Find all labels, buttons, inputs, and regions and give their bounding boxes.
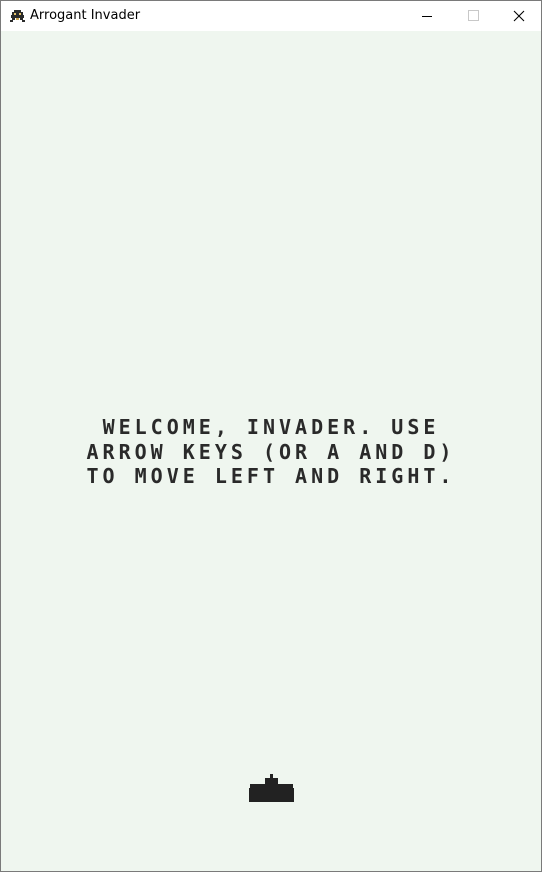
maximize-button[interactable] bbox=[450, 1, 496, 31]
welcome-message bbox=[1, 415, 541, 489]
game-canvas[interactable] bbox=[1, 31, 541, 871]
invader-icon bbox=[10, 9, 25, 24]
player-ship-icon bbox=[248, 774, 295, 803]
close-icon bbox=[496, 1, 542, 31]
close-button[interactable] bbox=[496, 1, 542, 31]
message-line-2: ARROW KEYS (OR A AND D) bbox=[86, 439, 456, 464]
message-line-3: TO MOVE LEFT AND RIGHT. bbox=[86, 464, 456, 488]
message-line-1: WELCOME, INVADER. USE bbox=[102, 415, 440, 439]
maximize-icon bbox=[450, 1, 496, 31]
title-bar[interactable] bbox=[1, 1, 541, 31]
minimize-icon bbox=[404, 1, 450, 31]
minimize-button[interactable] bbox=[404, 1, 450, 31]
window-title: Arrogant Invader bbox=[30, 8, 141, 23]
